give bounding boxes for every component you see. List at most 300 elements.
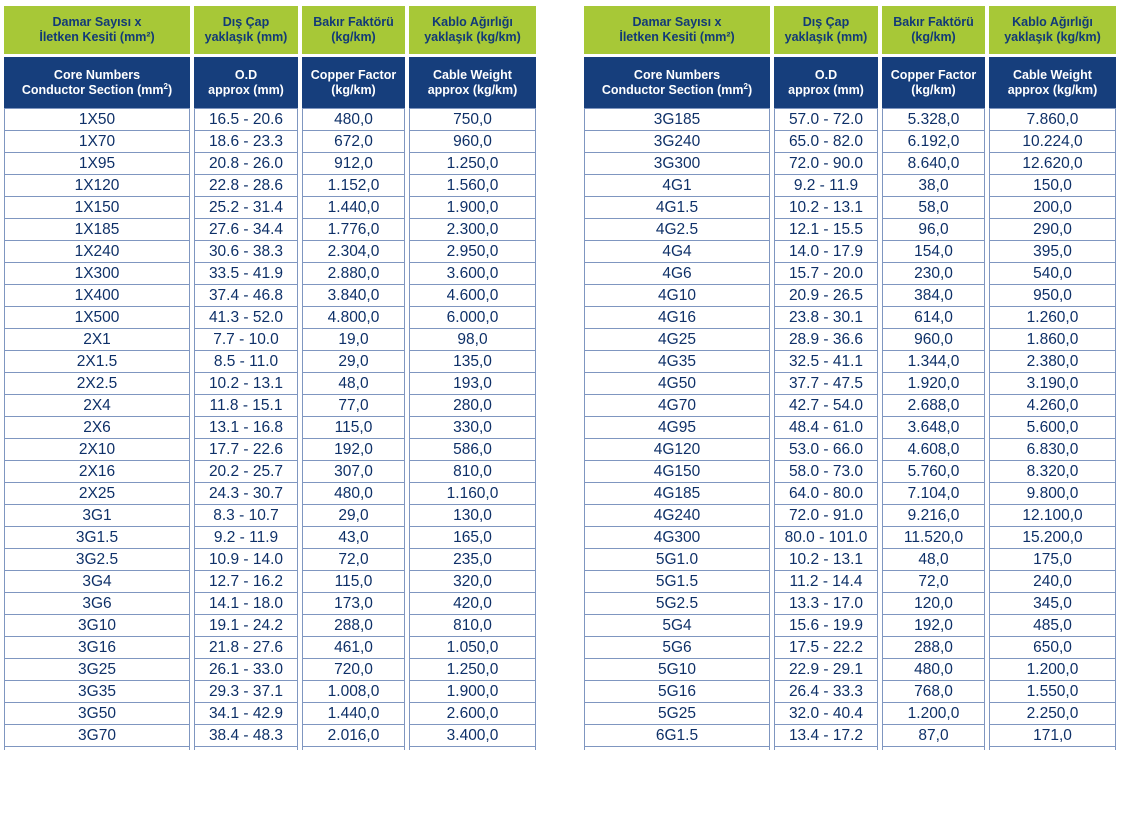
table-row [584, 703, 1116, 725]
cell-core-section: 1X240 [4, 241, 190, 263]
cell-core-section: 2X6 [4, 417, 190, 439]
cell-outer-diameter: 15.6 - 19.9 [774, 615, 878, 637]
table-row [4, 681, 536, 703]
cell-cable-weight: 540,0 [989, 263, 1116, 285]
cell-cable-weight: 320,0 [409, 571, 536, 593]
cell-copper-factor: 120,0 [882, 593, 985, 615]
table-row [584, 175, 1116, 197]
header-weight-en: Cable Weight approx (kg/km) [409, 54, 536, 108]
cell-cable-weight: 2.250,0 [989, 703, 1116, 725]
cell-copper-factor: 11.520,0 [882, 527, 985, 549]
cell-cable-weight: 2.600,0 [409, 703, 536, 725]
table-row [584, 219, 1116, 241]
table-row [584, 263, 1116, 285]
header-weight-en: Cable Weight approx (kg/km) [989, 54, 1116, 108]
cell-core-section: 1X400 [4, 285, 190, 307]
cell-partial [4, 747, 190, 750]
table-row [4, 329, 536, 351]
cell-cable-weight: 1.260,0 [989, 307, 1116, 329]
header-od-tr: Dış Çap yaklaşık (mm) [194, 6, 298, 54]
cell-copper-factor: 230,0 [882, 263, 985, 285]
cell-copper-factor: 2.880,0 [302, 263, 405, 285]
cell-outer-diameter: 42.7 - 54.0 [774, 395, 878, 417]
cell-copper-factor: 307,0 [302, 461, 405, 483]
cell-core-section: 4G120 [584, 439, 770, 461]
cell-core-section: 5G6 [584, 637, 770, 659]
cell-outer-diameter: 41.3 - 52.0 [194, 307, 298, 329]
cell-copper-factor: 4.800,0 [302, 307, 405, 329]
table-body-left [4, 108, 536, 750]
cell-copper-factor: 48,0 [302, 373, 405, 395]
cell-outer-diameter: 16.5 - 20.6 [194, 108, 298, 131]
table-row [4, 175, 536, 197]
header-od-tr: Dış Çap yaklaşık (mm) [774, 6, 878, 54]
cell-core-section: 1X50 [4, 108, 190, 131]
table-row [4, 659, 536, 681]
cell-outer-diameter: 65.0 - 82.0 [774, 131, 878, 153]
table-row [4, 373, 536, 395]
cell-outer-diameter: 18.6 - 23.3 [194, 131, 298, 153]
cell-outer-diameter: 11.8 - 15.1 [194, 395, 298, 417]
cell-outer-diameter: 23.8 - 30.1 [774, 307, 878, 329]
cell-copper-factor: 1.008,0 [302, 681, 405, 703]
cell-partial [302, 747, 405, 750]
table-row [4, 439, 536, 461]
cell-copper-factor: 9.216,0 [882, 505, 985, 527]
cell-core-section: 3G35 [4, 681, 190, 703]
table-row [584, 351, 1116, 373]
table-row [4, 505, 536, 527]
cell-outer-diameter: 15.7 - 20.0 [774, 263, 878, 285]
cell-core-section: 4G1.5 [584, 197, 770, 219]
cell-copper-factor: 192,0 [302, 439, 405, 461]
cell-cable-weight: 6.830,0 [989, 439, 1116, 461]
cell-copper-factor: 5.328,0 [882, 108, 985, 131]
table-row [584, 329, 1116, 351]
cell-cable-weight: 1.250,0 [409, 153, 536, 175]
cell-outer-diameter: 12.1 - 15.5 [774, 219, 878, 241]
table-row-partial [584, 747, 1116, 750]
cell-core-section: 4G185 [584, 483, 770, 505]
cell-outer-diameter: 48.4 - 61.0 [774, 417, 878, 439]
cell-cable-weight: 150,0 [989, 175, 1116, 197]
cell-cable-weight: 4.260,0 [989, 395, 1116, 417]
cell-core-section: 3G2.5 [4, 549, 190, 571]
cell-core-section: 1X150 [4, 197, 190, 219]
cell-outer-diameter: 9.2 - 11.9 [774, 175, 878, 197]
cell-cable-weight: 290,0 [989, 219, 1116, 241]
cell-core-section: 1X95 [4, 153, 190, 175]
cell-core-section: 4G150 [584, 461, 770, 483]
cell-core-section: 5G2.5 [584, 593, 770, 615]
header-row-turkish [4, 6, 536, 54]
header-od-en: O.D approx (mm) [194, 54, 298, 108]
cell-partial [194, 747, 298, 750]
table-row [4, 307, 536, 329]
cell-outer-diameter: 32.0 - 40.4 [774, 703, 878, 725]
table-row [4, 461, 536, 483]
cell-copper-factor: 480,0 [302, 483, 405, 505]
cell-outer-diameter: 13.3 - 17.0 [774, 593, 878, 615]
cell-partial [584, 747, 770, 750]
cell-copper-factor: 461,0 [302, 637, 405, 659]
cell-copper-factor: 19,0 [302, 329, 405, 351]
header-core-en: Core Numbers Conductor Section $(mm^2)$ [4, 54, 190, 108]
cell-cable-weight: 1.560,0 [409, 175, 536, 197]
table-row [584, 153, 1116, 175]
cell-copper-factor: 72,0 [882, 571, 985, 593]
cell-core-section: 3G4 [4, 571, 190, 593]
cell-core-section: 4G70 [584, 395, 770, 417]
cell-copper-factor: 768,0 [882, 681, 985, 703]
cell-cable-weight: 3.400,0 [409, 725, 536, 747]
cell-cable-weight: 135,0 [409, 351, 536, 373]
table-row [4, 285, 536, 307]
cell-outer-diameter: 20.9 - 26.5 [774, 285, 878, 307]
cell-copper-factor: 154,0 [882, 241, 985, 263]
cell-outer-diameter: 22.9 - 29.1 [774, 659, 878, 681]
cell-outer-diameter: 10.2 - 13.1 [194, 373, 298, 395]
table-row [4, 153, 536, 175]
cell-core-section: 3G300 [584, 153, 770, 175]
cell-copper-factor: 288,0 [882, 637, 985, 659]
table-row [584, 637, 1116, 659]
header-copper-en: Copper Factor (kg/km) [882, 54, 985, 108]
cell-cable-weight: 650,0 [989, 637, 1116, 659]
cell-copper-factor: 72,0 [302, 549, 405, 571]
header-copper-tr: Bakır Faktörü (kg/km) [882, 6, 985, 54]
cell-outer-diameter: 30.6 - 38.3 [194, 241, 298, 263]
cell-cable-weight: 950,0 [989, 285, 1116, 307]
cell-outer-diameter: 33.5 - 41.9 [194, 263, 298, 285]
cell-cable-weight: 1.250,0 [409, 659, 536, 681]
cell-core-section: 6G1.5 [584, 725, 770, 747]
cell-cable-weight: 3.190,0 [989, 373, 1116, 395]
table-row [584, 461, 1116, 483]
cell-core-section: 4G10 [584, 285, 770, 307]
table-row [584, 483, 1116, 505]
table-row [584, 395, 1116, 417]
cell-outer-diameter: 26.1 - 33.0 [194, 659, 298, 681]
cell-copper-factor: 43,0 [302, 527, 405, 549]
cell-cable-weight: 3.600,0 [409, 263, 536, 285]
cell-core-section: 4G300 [584, 527, 770, 549]
cell-partial [882, 747, 985, 750]
cell-outer-diameter: 17.5 - 22.2 [774, 637, 878, 659]
cell-cable-weight: 240,0 [989, 571, 1116, 593]
cell-core-section: 3G1 [4, 505, 190, 527]
table-row [4, 197, 536, 219]
cell-outer-diameter: 58.0 - 73.0 [774, 461, 878, 483]
cell-copper-factor: 912,0 [302, 153, 405, 175]
cell-core-section: 1X70 [4, 131, 190, 153]
cell-cable-weight: 175,0 [989, 549, 1116, 571]
cell-cable-weight: 485,0 [989, 615, 1116, 637]
cell-cable-weight: 1.200,0 [989, 659, 1116, 681]
cell-outer-diameter: 80.0 - 101.0 [774, 527, 878, 549]
cell-core-section: 3G50 [4, 703, 190, 725]
cell-cable-weight: 193,0 [409, 373, 536, 395]
cell-copper-factor: 48,0 [882, 549, 985, 571]
table-row [584, 615, 1116, 637]
cell-core-section: 3G6 [4, 593, 190, 615]
cell-copper-factor: 29,0 [302, 505, 405, 527]
cell-core-section: 2X16 [4, 461, 190, 483]
cell-cable-weight: 7.860,0 [989, 108, 1116, 131]
header-core-tr: Damar Sayısı x İletken Kesiti (mm²) [584, 6, 770, 54]
cell-copper-factor: 7.104,0 [882, 483, 985, 505]
cell-copper-factor: 1.776,0 [302, 219, 405, 241]
cell-cable-weight: 330,0 [409, 417, 536, 439]
cell-outer-diameter: 12.7 - 16.2 [194, 571, 298, 593]
cell-core-section: 4G95 [584, 417, 770, 439]
cell-outer-diameter: 57.0 - 72.0 [774, 108, 878, 131]
cable-table-left [0, 6, 540, 750]
table-row [4, 703, 536, 725]
header-copper-tr: Bakır Faktörü (kg/km) [302, 6, 405, 54]
cell-outer-diameter: 19.1 - 24.2 [194, 615, 298, 637]
cell-outer-diameter: 22.8 - 28.6 [194, 175, 298, 197]
cell-core-section: 5G1.0 [584, 549, 770, 571]
cell-outer-diameter: 64.0 - 80.0 [774, 483, 878, 505]
table-row [4, 571, 536, 593]
table-row [584, 681, 1116, 703]
table-row [4, 263, 536, 285]
cell-copper-factor: 480,0 [882, 659, 985, 681]
cell-core-section: 1X120 [4, 175, 190, 197]
cell-outer-diameter: 14.1 - 18.0 [194, 593, 298, 615]
cell-partial [409, 747, 536, 750]
cell-core-section: 3G25 [4, 659, 190, 681]
cell-cable-weight: 750,0 [409, 108, 536, 131]
cell-copper-factor: 2.304,0 [302, 241, 405, 263]
cell-outer-diameter: 24.3 - 30.7 [194, 483, 298, 505]
table-row [584, 549, 1116, 571]
table-row [4, 615, 536, 637]
cell-copper-factor: 1.152,0 [302, 175, 405, 197]
cell-cable-weight: 10.224,0 [989, 131, 1116, 153]
header-core-tr: Damar Sayısı x İletken Kesiti (mm²) [4, 6, 190, 54]
cell-core-section: 5G16 [584, 681, 770, 703]
cell-outer-diameter: 25.2 - 31.4 [194, 197, 298, 219]
cell-cable-weight: 1.050,0 [409, 637, 536, 659]
table-row [584, 197, 1116, 219]
cell-cable-weight: 9.800,0 [989, 483, 1116, 505]
table-row [584, 439, 1116, 461]
cell-cable-weight: 12.620,0 [989, 153, 1116, 175]
header-copper-en: Copper Factor (kg/km) [302, 54, 405, 108]
cell-outer-diameter: 9.2 - 11.9 [194, 527, 298, 549]
cell-outer-diameter: 37.4 - 46.8 [194, 285, 298, 307]
cell-core-section: 2X1 [4, 329, 190, 351]
cell-outer-diameter: 32.5 - 41.1 [774, 351, 878, 373]
table-row [584, 593, 1116, 615]
cell-outer-diameter: 17.7 - 22.6 [194, 439, 298, 461]
table-body-right [584, 108, 1116, 750]
table-row [4, 637, 536, 659]
cell-cable-weight: 6.000,0 [409, 307, 536, 329]
table-row [584, 571, 1116, 593]
cell-core-section: 4G35 [584, 351, 770, 373]
table-row [4, 131, 536, 153]
cell-copper-factor: 192,0 [882, 615, 985, 637]
table-row [4, 483, 536, 505]
cell-copper-factor: 77,0 [302, 395, 405, 417]
table-row [4, 725, 536, 747]
cell-cable-weight: 2.380,0 [989, 351, 1116, 373]
cell-cable-weight: 235,0 [409, 549, 536, 571]
cell-cable-weight: 960,0 [409, 131, 536, 153]
cell-core-section: 4G6 [584, 263, 770, 285]
cell-core-section: 3G16 [4, 637, 190, 659]
cell-outer-diameter: 8.5 - 11.0 [194, 351, 298, 373]
cell-cable-weight: 1.550,0 [989, 681, 1116, 703]
cell-outer-diameter: 28.9 - 36.6 [774, 329, 878, 351]
cell-cable-weight: 2.300,0 [409, 219, 536, 241]
table-row [4, 219, 536, 241]
cell-core-section: 1X185 [4, 219, 190, 241]
cell-outer-diameter: 26.4 - 33.3 [774, 681, 878, 703]
cell-copper-factor: 38,0 [882, 175, 985, 197]
cell-copper-factor: 1.440,0 [302, 197, 405, 219]
table-row [4, 108, 536, 131]
table-row [4, 241, 536, 263]
cell-copper-factor: 115,0 [302, 417, 405, 439]
cell-outer-diameter: 38.4 - 48.3 [194, 725, 298, 747]
cell-copper-factor: 173,0 [302, 593, 405, 615]
cell-copper-factor: 2.016,0 [302, 725, 405, 747]
table-row [584, 373, 1116, 395]
cell-core-section: 4G240 [584, 505, 770, 527]
table-row [584, 527, 1116, 549]
cell-core-section: 3G240 [584, 131, 770, 153]
cell-cable-weight: 15.200,0 [989, 527, 1116, 549]
cell-copper-factor: 5.760,0 [882, 461, 985, 483]
cell-core-section: 5G4 [584, 615, 770, 637]
cell-outer-diameter: 27.6 - 34.4 [194, 219, 298, 241]
cell-cable-weight: 5.600,0 [989, 417, 1116, 439]
cell-cable-weight: 810,0 [409, 461, 536, 483]
cell-core-section: 2X4 [4, 395, 190, 417]
cell-outer-diameter: 72.0 - 91.0 [774, 505, 878, 527]
cell-copper-factor: 8.640,0 [882, 153, 985, 175]
cell-core-section: 2X10 [4, 439, 190, 461]
cell-copper-factor: 87,0 [882, 725, 985, 747]
table-row [584, 417, 1116, 439]
cell-outer-diameter: 11.2 - 14.4 [774, 571, 878, 593]
cell-copper-factor: 1.440,0 [302, 703, 405, 725]
cell-copper-factor: 2.688,0 [882, 395, 985, 417]
cell-copper-factor: 3.840,0 [302, 285, 405, 307]
cell-cable-weight: 4.600,0 [409, 285, 536, 307]
cell-copper-factor: 6.192,0 [882, 131, 985, 153]
cell-partial [774, 747, 878, 750]
header-core-en: Core Numbers Conductor Section $(mm^2)$ [584, 54, 770, 108]
cell-cable-weight: 586,0 [409, 439, 536, 461]
cell-cable-weight: 98,0 [409, 329, 536, 351]
table-row [4, 527, 536, 549]
cell-cable-weight: 1.900,0 [409, 681, 536, 703]
cell-core-section: 4G4 [584, 241, 770, 263]
cell-outer-diameter: 13.4 - 17.2 [774, 725, 878, 747]
cell-copper-factor: 115,0 [302, 571, 405, 593]
header-weight-tr: Kablo Ağırlığı yaklaşık (kg/km) [989, 6, 1116, 54]
cell-outer-diameter: 20.8 - 26.0 [194, 153, 298, 175]
cell-copper-factor: 614,0 [882, 307, 985, 329]
cell-cable-weight: 420,0 [409, 593, 536, 615]
cable-table-right [580, 6, 1120, 750]
cell-core-section: 1X500 [4, 307, 190, 329]
cell-partial [989, 747, 1116, 750]
cell-cable-weight: 165,0 [409, 527, 536, 549]
table-row-partial [4, 747, 536, 750]
cell-core-section: 2X2.5 [4, 373, 190, 395]
table-row [584, 241, 1116, 263]
table-row [4, 549, 536, 571]
cell-core-section: 5G25 [584, 703, 770, 725]
cell-cable-weight: 171,0 [989, 725, 1116, 747]
table-row [584, 285, 1116, 307]
cell-copper-factor: 1.344,0 [882, 351, 985, 373]
table-row [584, 659, 1116, 681]
table-row [584, 725, 1116, 747]
cell-core-section: 3G185 [584, 108, 770, 131]
cell-copper-factor: 1.920,0 [882, 373, 985, 395]
table-row [4, 351, 536, 373]
cell-core-section: 5G1.5 [584, 571, 770, 593]
cell-copper-factor: 288,0 [302, 615, 405, 637]
cell-core-section: 3G1.5 [4, 527, 190, 549]
header-od-en: O.D approx (mm) [774, 54, 878, 108]
cell-core-section: 4G50 [584, 373, 770, 395]
cell-outer-diameter: 14.0 - 17.9 [774, 241, 878, 263]
cell-cable-weight: 2.950,0 [409, 241, 536, 263]
header-row-english [4, 54, 536, 108]
header-weight-tr: Kablo Ağırlığı yaklaşık (kg/km) [409, 6, 536, 54]
cell-outer-diameter: 21.8 - 27.6 [194, 637, 298, 659]
cell-cable-weight: 1.900,0 [409, 197, 536, 219]
cell-copper-factor: 29,0 [302, 351, 405, 373]
table-row [584, 505, 1116, 527]
cell-cable-weight: 12.100,0 [989, 505, 1116, 527]
table-row [4, 395, 536, 417]
table-row [584, 108, 1116, 131]
cell-copper-factor: 1.200,0 [882, 703, 985, 725]
cell-cable-weight: 810,0 [409, 615, 536, 637]
cell-core-section: 2X1.5 [4, 351, 190, 373]
cell-core-section: 2X25 [4, 483, 190, 505]
cell-outer-diameter: 7.7 - 10.0 [194, 329, 298, 351]
cell-core-section: 4G16 [584, 307, 770, 329]
table-row [584, 307, 1116, 329]
cell-copper-factor: 960,0 [882, 329, 985, 351]
cell-cable-weight: 280,0 [409, 395, 536, 417]
cell-copper-factor: 384,0 [882, 285, 985, 307]
cell-outer-diameter: 34.1 - 42.9 [194, 703, 298, 725]
cell-core-section: 4G1 [584, 175, 770, 197]
cell-cable-weight: 1.860,0 [989, 329, 1116, 351]
cell-copper-factor: 58,0 [882, 197, 985, 219]
cell-cable-weight: 395,0 [989, 241, 1116, 263]
cell-outer-diameter: 10.2 - 13.1 [774, 197, 878, 219]
cell-outer-diameter: 53.0 - 66.0 [774, 439, 878, 461]
cell-cable-weight: 345,0 [989, 593, 1116, 615]
cell-core-section: 5G10 [584, 659, 770, 681]
cell-outer-diameter: 10.9 - 14.0 [194, 549, 298, 571]
cell-cable-weight: 1.160,0 [409, 483, 536, 505]
cell-copper-factor: 96,0 [882, 219, 985, 241]
table-row [4, 417, 536, 439]
